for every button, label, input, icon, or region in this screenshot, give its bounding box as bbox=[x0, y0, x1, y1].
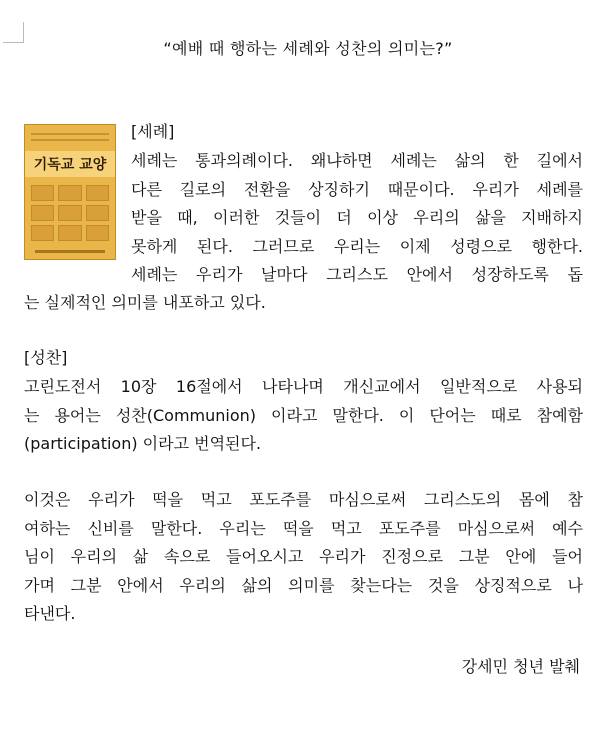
text-line: 고린도전서 10장 16절에서 나타나며 개신교에서 일반적으로 사용되 bbox=[24, 377, 583, 396]
text-line: 세례는 통과의례이다. 왜냐하면 세례는 삶의 한 길에서 bbox=[131, 151, 583, 170]
text-line: (participation) 이라고 번역된다. bbox=[24, 434, 262, 453]
text-line: 는 용어는 성찬(Communion) 이라고 말한다. 이 단어는 때로 참예함 bbox=[24, 405, 583, 425]
baptism-paragraph bbox=[131, 147, 583, 290]
text-line: 는 실제적인 의미를 내포하고 있다. bbox=[24, 293, 266, 312]
text-line: 타낸다. bbox=[24, 604, 76, 623]
text-line: 세례는 우리가 날마다 그리스도 안에서 성장하도록 돕 bbox=[131, 265, 583, 284]
text-line: 다른 길로의 전환을 상징하기 때문이다. 우리가 세례를 bbox=[131, 179, 583, 199]
document-title: “예배 때 행하는 세례와 성찬의 의미는?” bbox=[163, 39, 453, 58]
baptism-paragraph-end bbox=[24, 289, 583, 318]
communion-heading: [성찬] bbox=[24, 348, 68, 367]
text-line: 못하게 된다. 그러므로 우리는 이제 성령으로 행한다. bbox=[131, 236, 583, 256]
book-cover-image bbox=[24, 124, 116, 260]
text-line: 가며 그분 안에서 우리의 삶의 의미를 찾는다는 것을 상징적으로 나 bbox=[24, 575, 583, 595]
text-line: 받을 때, 이러한 것들이 더 이상 우리의 삶을 지배하지 bbox=[131, 208, 583, 227]
communion-paragraph-2 bbox=[24, 486, 583, 629]
text-line: 이것은 우리가 떡을 먹고 포도주를 마심으로써 그리스도의 몸에 참 bbox=[24, 490, 583, 509]
signature: 강세민 청년 발췌 bbox=[461, 657, 580, 676]
baptism-heading: [세례] bbox=[131, 122, 175, 141]
communion-paragraph-1 bbox=[24, 373, 583, 459]
text-line: 님이 우리의 삶 속으로 들어오시고 우리가 진정으로 그분 안에 들어 bbox=[24, 547, 583, 566]
book-cover-title: 기독교 교양 bbox=[25, 151, 115, 177]
text-line: 여하는 신비를 말한다. 우리는 떡을 먹고 포도주를 마심으로써 예수 bbox=[24, 518, 583, 538]
